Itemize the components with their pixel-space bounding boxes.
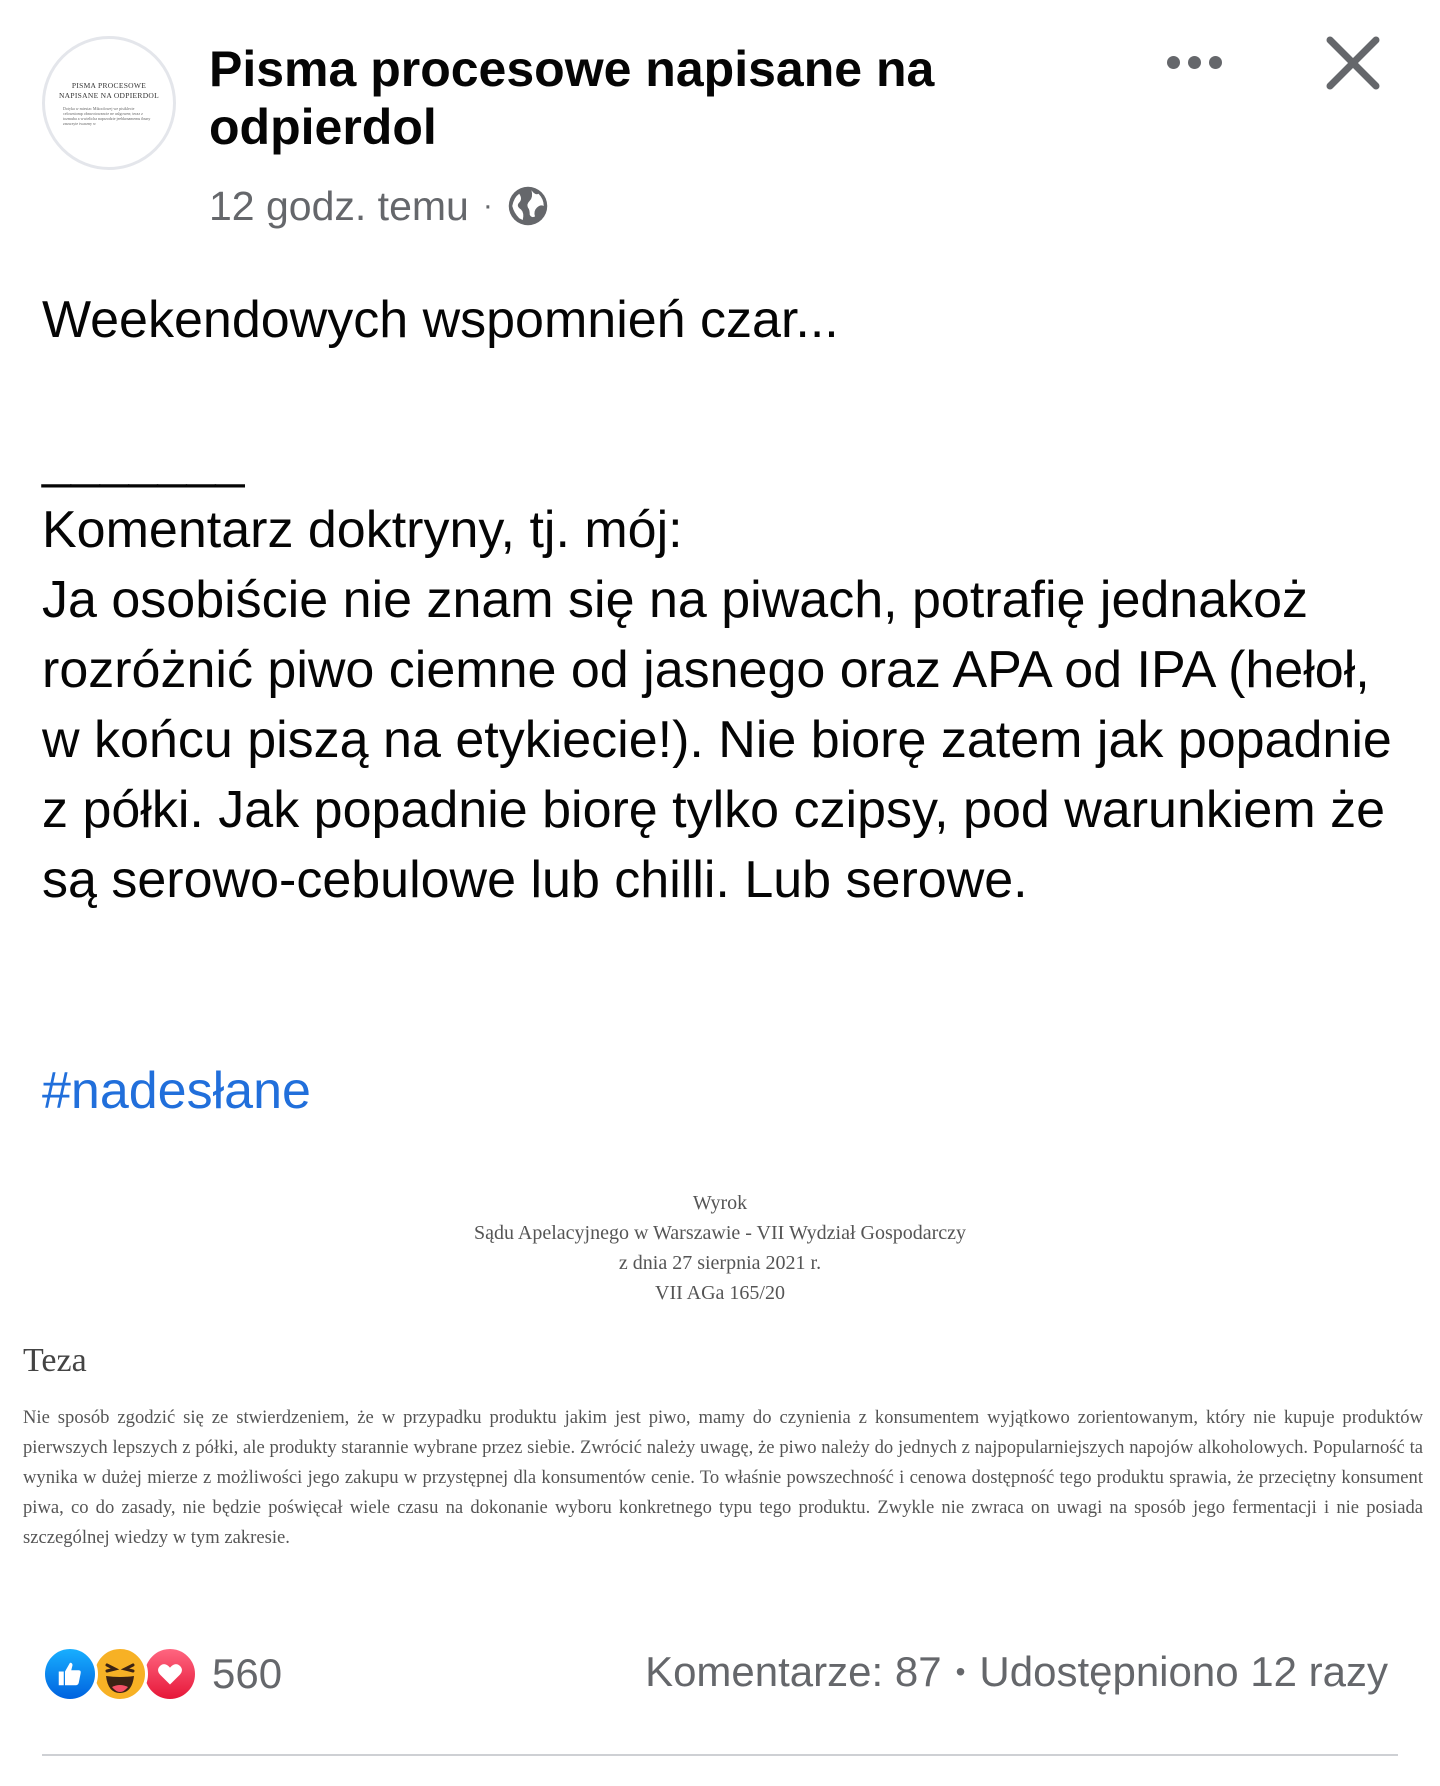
post-paragraph [42,355,1412,425]
document-header-line: VII AGa 165/20 [655,1282,785,1304]
haha-icon [92,1646,148,1702]
more-dots-icon [1188,56,1201,69]
like-icon [42,1646,98,1702]
engagement-counts [645,1648,1388,1696]
shares-count-link[interactable]: Udostępniono 12 razy [979,1648,1388,1695]
avatar-tagline: Dotyka w miesiac Mikoolowej we pisiklecie celowniomp obnwotowancie ne uslgowen; teraz z tozmuba a wwielicha naprzodzie jeebkrnamemu ibuny zauwzyte twarzny w [63,105,151,126]
document-section-title: Teza [23,1342,87,1379]
avatar-text-line1: PISMA PROCESOWE [71,80,147,90]
page-name-link[interactable]: Pisma procesowe napisane na odpierdol [209,41,935,155]
document-header-line: z dnia 27 sierpnia 2021 r. [618,1252,822,1274]
love-icon [142,1646,198,1702]
reaction-count: 560 [212,1650,283,1697]
comments-count-link[interactable]: Komentarze: 87 [645,1648,942,1695]
more-dots-icon [1209,56,1222,69]
more-options-button[interactable] [1158,44,1230,80]
post-divider-line: _______ [42,431,245,489]
document-body: Nie sposób zgodzić się ze stwierdzeniem, że w przypadku produktu jakim jest piwo, mamy do czynienia z konsumentem wyjątkowo zorientowanym, który nie kupuje produktów pierwszych lepszych z półki, ale produkty starannie wybrane przez siebie. Zwrócić należy uwagę, że piwo należy do jednych z najpopularniejszych napojów alkoholowych. Popularność ta wynika w dużej mierze z możliwości jego zakupu w przystępnej dla konsumentów cenie. To właśnie powszechność i cenowa dostępność tego produktu sprawia, że przeciętny konsument piwa, co do zasady, nie będzie poświęcał wiele czasu na dokonanie wyboru konkretnego typu tego produktu. Zwykle nie zwraca on uwagi na sposób jego fermentacji i nie posiada szczególnej wiedzy w tym zakresie. [23,1407,1423,1548]
avatar-text-line2: NAPISANE NA ODPIERDOL [58,90,160,100]
post-message [42,285,1412,915]
post-paragraph: Komentarz doktryny, tj. mój: [42,501,683,559]
footer-divider [42,1754,1398,1756]
page-avatar[interactable] [42,36,176,170]
document-header [0,1188,1440,1308]
attached-document-image[interactable] [0,1170,1440,1590]
document-header-line: Sądu Apelacyjnego w Warszawie - VII Wydział Gospodarczy [473,1222,967,1244]
post-timestamp[interactable]: 12 godz. temu [209,182,469,229]
reactions-summary[interactable] [42,1646,282,1702]
post-meta [209,182,549,230]
close-icon[interactable] [1322,32,1384,94]
post-paragraph: Ja osobiście nie znam się na piwach, potrafię jednakoż rozróżnić piwo ciemne od jasnego oraz APA od IPA (hełoł, w końcu piszą na etykiecie!). Nie biorę zatem jak popadnie z półki. Jak popadnie biorę tylko czipsy, pod warunkiem że są serowo-cebulowe lub chilli. Lub serowe. [42,571,1407,909]
post-footer [0,1636,1440,1712]
globe-icon[interactable] [507,185,549,227]
document-header-line: Wyrok [692,1192,748,1214]
post-paragraph: Weekendowych wspomnień czar... [42,291,839,349]
meta-separator: · [482,189,493,222]
hashtag-link[interactable]: #nadesłane [42,1062,311,1120]
counts-separator: • [955,1656,966,1687]
post-header [0,0,1440,240]
more-dots-icon [1167,56,1180,69]
